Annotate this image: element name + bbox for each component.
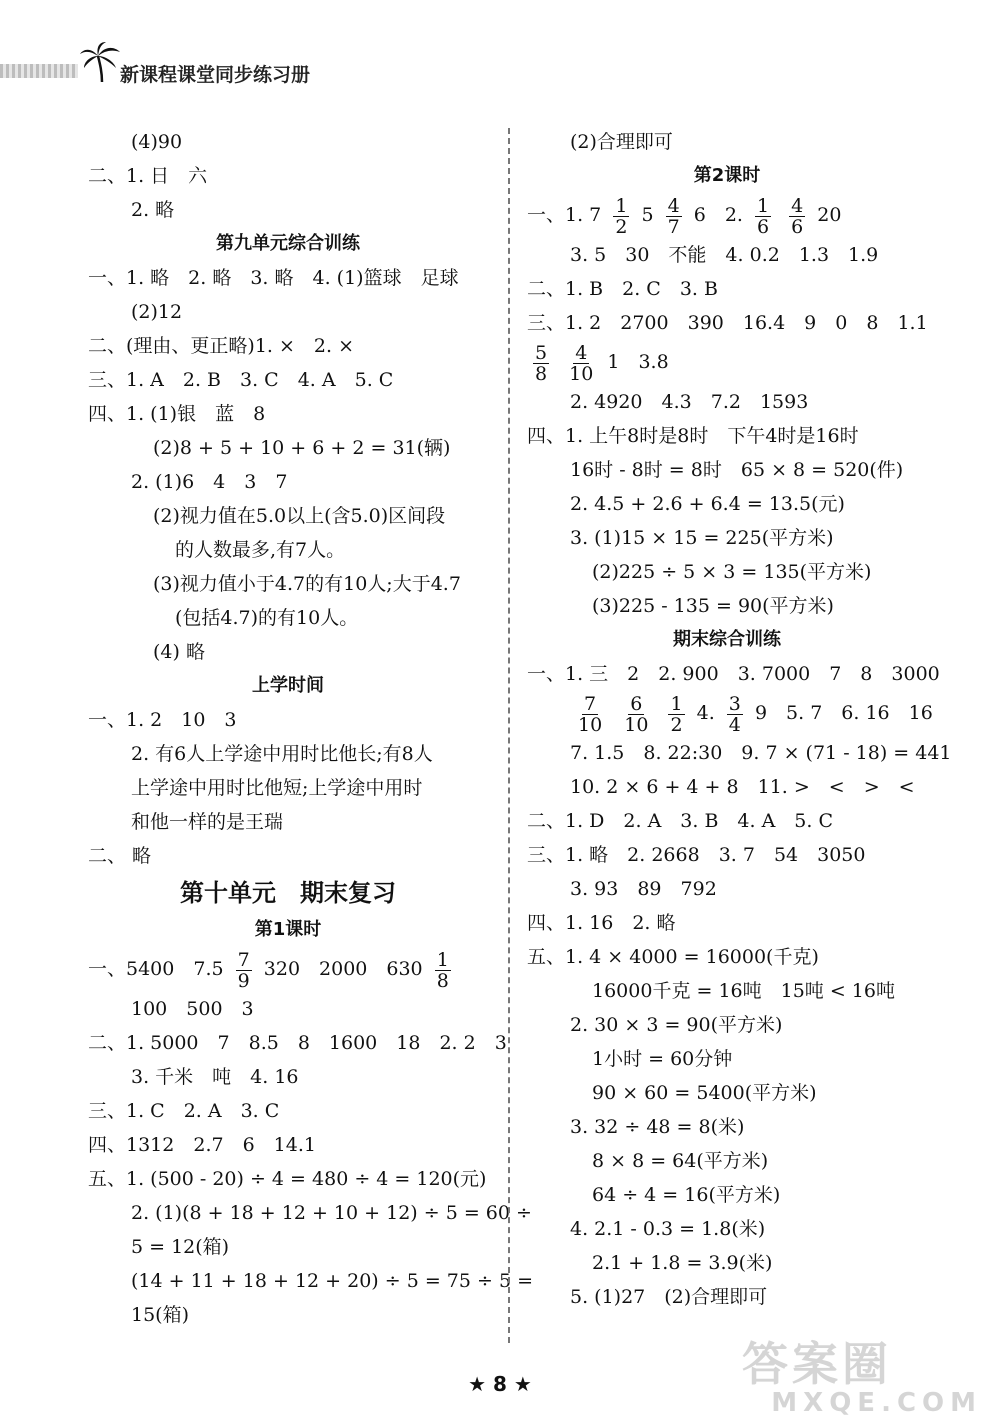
- answer-line: 2. (1)(8 + 18 + 12 + 10 + 12) ÷ 5 = 60 ÷: [131, 1202, 532, 1224]
- denominator: 8: [436, 969, 449, 992]
- answer-line: 三、1. A 2. B 3. C 4. A 5. C: [88, 369, 394, 391]
- numerator: 5: [535, 341, 548, 364]
- answer-line: 2. 4.5 + 2.6 + 6.4 = 13.5(元): [570, 493, 845, 515]
- answer-line: 二、(理由、更正略)1. × 2. ×: [88, 335, 355, 357]
- answer-line: 三、1. 略 2. 2668 3. 7 54 3050: [527, 844, 866, 866]
- numerator: 7: [237, 948, 250, 971]
- answer-line: 五、1. 4 × 4000 = 16000(千克): [527, 946, 819, 968]
- fraction: [668, 694, 684, 735]
- fraction: [755, 196, 771, 237]
- numerator: 4: [791, 194, 804, 217]
- answer-text: 320 2000 630: [263, 958, 423, 980]
- watermark-logo: [742, 1338, 982, 1418]
- answer-line: [527, 691, 933, 736]
- watermark-text: 答案圈: [742, 1337, 892, 1391]
- answer-line: 二、1. 日 六: [88, 165, 208, 187]
- answer-line: 的人数最多,有7人。: [175, 539, 346, 561]
- answer-line: 4. 2.1 - 0.3 = 1.8(米): [570, 1218, 766, 1240]
- numerator: 1: [670, 692, 683, 715]
- answer-text: 6 2.: [693, 204, 743, 226]
- answer-line: 二、1. B 2. C 3. B: [527, 278, 718, 300]
- answer-line: 64 ÷ 4 = 16(平方米): [592, 1184, 781, 1206]
- numerator: 4: [667, 194, 680, 217]
- denominator: 9: [237, 969, 250, 992]
- denominator: 7: [667, 215, 680, 238]
- answer-line: 2.1 + 1.8 = 3.9(米): [592, 1252, 773, 1274]
- answer-text: 20: [817, 204, 842, 226]
- answer-text: 1 3.8: [607, 351, 669, 373]
- answer-line: 1小时 = 60分钟: [592, 1048, 733, 1070]
- denominator: 6: [791, 215, 804, 238]
- answer-line: 16时 - 8时 = 8时 65 × 8 = 520(件): [570, 459, 904, 481]
- header-stripe: [0, 64, 78, 78]
- answer-line: 3. 千米 吨 4. 16: [131, 1066, 299, 1088]
- answer-line: [88, 947, 488, 992]
- fraction: [622, 694, 650, 735]
- answer-text: 一、5400 7.5: [88, 958, 224, 980]
- answer-line: 四、1312 2.7 6 14.1: [88, 1134, 316, 1156]
- answer-line: 90 × 60 = 5400(平方米): [592, 1082, 817, 1104]
- fraction: [727, 694, 743, 735]
- answer-line: [527, 340, 927, 385]
- numerator: 3: [728, 692, 741, 715]
- answer-line: (包括4.7)的有10人。: [175, 607, 359, 629]
- fraction: [666, 196, 682, 237]
- watermark-url: MXQE.COM: [771, 1388, 982, 1418]
- answer-line: 一、1. 2 10 3: [88, 709, 237, 731]
- answer-line: (3)225 - 135 = 90(平方米): [592, 595, 834, 617]
- answer-line: 二、1. 5000 7 8.5 8 1600 18 2. 2 3: [88, 1032, 507, 1054]
- answer-line: 8 × 8 = 64(平方米): [592, 1150, 769, 1172]
- unit-title: 第十单元 期末复习: [180, 878, 396, 907]
- answer-line: 二、1. D 2. A 3. B 4. A 5. C: [527, 810, 834, 832]
- answer-line: (4) 略: [153, 641, 205, 663]
- numerator: 7: [584, 692, 597, 715]
- fraction: [533, 343, 549, 384]
- answer-line: 3. (1)15 × 15 = 225(平方米): [570, 527, 834, 549]
- answer-text: 5: [641, 204, 654, 226]
- denominator: 10: [624, 713, 649, 736]
- section-title: 上学时间: [252, 675, 324, 696]
- answer-line: (2)8 + 5 + 10 + 6 + 2 = 31(辆): [153, 437, 451, 459]
- answer-line: 7. 1.5 8. 22:30 9. 7 × (71 - 18) = 441: [570, 742, 952, 764]
- answer-line: 2. (1)6 4 3 7: [131, 471, 288, 493]
- answer-text: 9 5. 7 6. 16 16: [754, 702, 933, 724]
- answer-line: 3. 93 89 792: [570, 878, 717, 900]
- answer-line: (14 + 11 + 18 + 12 + 20) ÷ 5 = 75 ÷ 5 =: [131, 1270, 534, 1292]
- answer-line: 16000千克 = 16吨 15吨 < 16吨: [592, 980, 895, 1002]
- answer-line: (2)12: [131, 301, 183, 323]
- denominator: 2: [615, 215, 628, 238]
- denominator: 10: [569, 362, 594, 385]
- answer-line: 二、 略: [88, 845, 152, 867]
- column-divider: [508, 128, 510, 1343]
- answer-line: 10. 2 × 6 + 4 + 8 11. > < > <: [570, 776, 915, 798]
- answer-line: 和他一样的是王瑞: [131, 811, 284, 833]
- fraction: [236, 950, 252, 991]
- answer-line: (2)225 ÷ 5 × 3 = 135(平方米): [592, 561, 872, 583]
- denominator: 8: [535, 362, 548, 385]
- answer-line: 五、1. (500 - 20) ÷ 4 = 480 ÷ 4 = 120(元): [88, 1168, 487, 1190]
- answer-line: 四、1. 上午8时是8时 下午4时是16时: [527, 425, 859, 447]
- book-title: 新课程课堂同步练习册: [120, 64, 311, 86]
- answer-line: [527, 193, 927, 238]
- answer-text: 4.: [696, 702, 715, 724]
- answer-line: 2. 4920 4.3 7.2 1593: [570, 391, 809, 413]
- fraction: [435, 950, 451, 991]
- page-header: [0, 40, 600, 90]
- page-number: ★ 8 ★: [468, 1372, 532, 1396]
- section-title: 第1课时: [254, 919, 322, 940]
- left-column: [88, 125, 534, 1332]
- section-title: 第2课时: [693, 165, 761, 186]
- section-title: 期末综合训练: [673, 629, 781, 650]
- answer-line: 3. 32 ÷ 48 = 8(米): [570, 1116, 745, 1138]
- answer-line: 15(箱): [131, 1304, 190, 1326]
- answer-line: 三、1. C 2. A 3. C: [88, 1100, 280, 1122]
- answer-line: 一、1. 略 2. 略 3. 略 4. (1)篮球 足球: [88, 267, 459, 289]
- denominator: 6: [757, 215, 770, 238]
- fraction: [567, 343, 595, 384]
- palm-tree-icon: [78, 40, 126, 84]
- numerator: 1: [757, 194, 770, 217]
- numerator: 1: [436, 948, 449, 971]
- answer-line: 2. 略: [131, 199, 175, 221]
- numerator: 1: [615, 194, 628, 217]
- denominator: 10: [578, 713, 603, 736]
- numerator: 6: [630, 692, 643, 715]
- answer-line: 四、1. 16 2. 略: [527, 912, 676, 934]
- right-column: [527, 125, 952, 1314]
- answer-line: (4)90: [131, 131, 183, 153]
- answer-line: (2)合理即可: [570, 131, 673, 153]
- answer-text: 一、1. 7: [527, 204, 602, 226]
- answer-line: 2. 30 × 3 = 90(平方米): [570, 1014, 783, 1036]
- denominator: 4: [728, 713, 741, 736]
- section-title: 第九单元综合训练: [216, 233, 360, 254]
- answer-line: 5. (1)27 (2)合理即可: [570, 1286, 768, 1308]
- answer-line: 100 500 3: [131, 998, 254, 1020]
- answer-line: 一、1. 三 2 2. 900 3. 7000 7 8 3000: [527, 663, 940, 685]
- fraction: [613, 196, 629, 237]
- denominator: 2: [670, 713, 683, 736]
- answer-line: (2)视力值在5.0以上(含5.0)区间段: [153, 505, 446, 527]
- fraction: [789, 196, 805, 237]
- answer-line: 上学途中用时比他短;上学途中用时: [131, 777, 423, 799]
- answer-line: 三、1. 2 2700 390 16.4 9 0 8 1.1: [527, 312, 928, 334]
- answer-line: 2. 有6人上学途中用时比他长;有8人: [131, 743, 433, 765]
- answer-line: 四、1. (1)银 蓝 8: [88, 403, 266, 425]
- answer-line: 3. 5 30 不能 4. 0.2 1.3 1.9: [570, 244, 879, 266]
- answer-line: 5 = 12(箱): [131, 1236, 230, 1258]
- numerator: 4: [575, 341, 588, 364]
- fraction: [576, 694, 604, 735]
- answer-line: (3)视力值小于4.7的有10人;大于4.7: [153, 573, 461, 595]
